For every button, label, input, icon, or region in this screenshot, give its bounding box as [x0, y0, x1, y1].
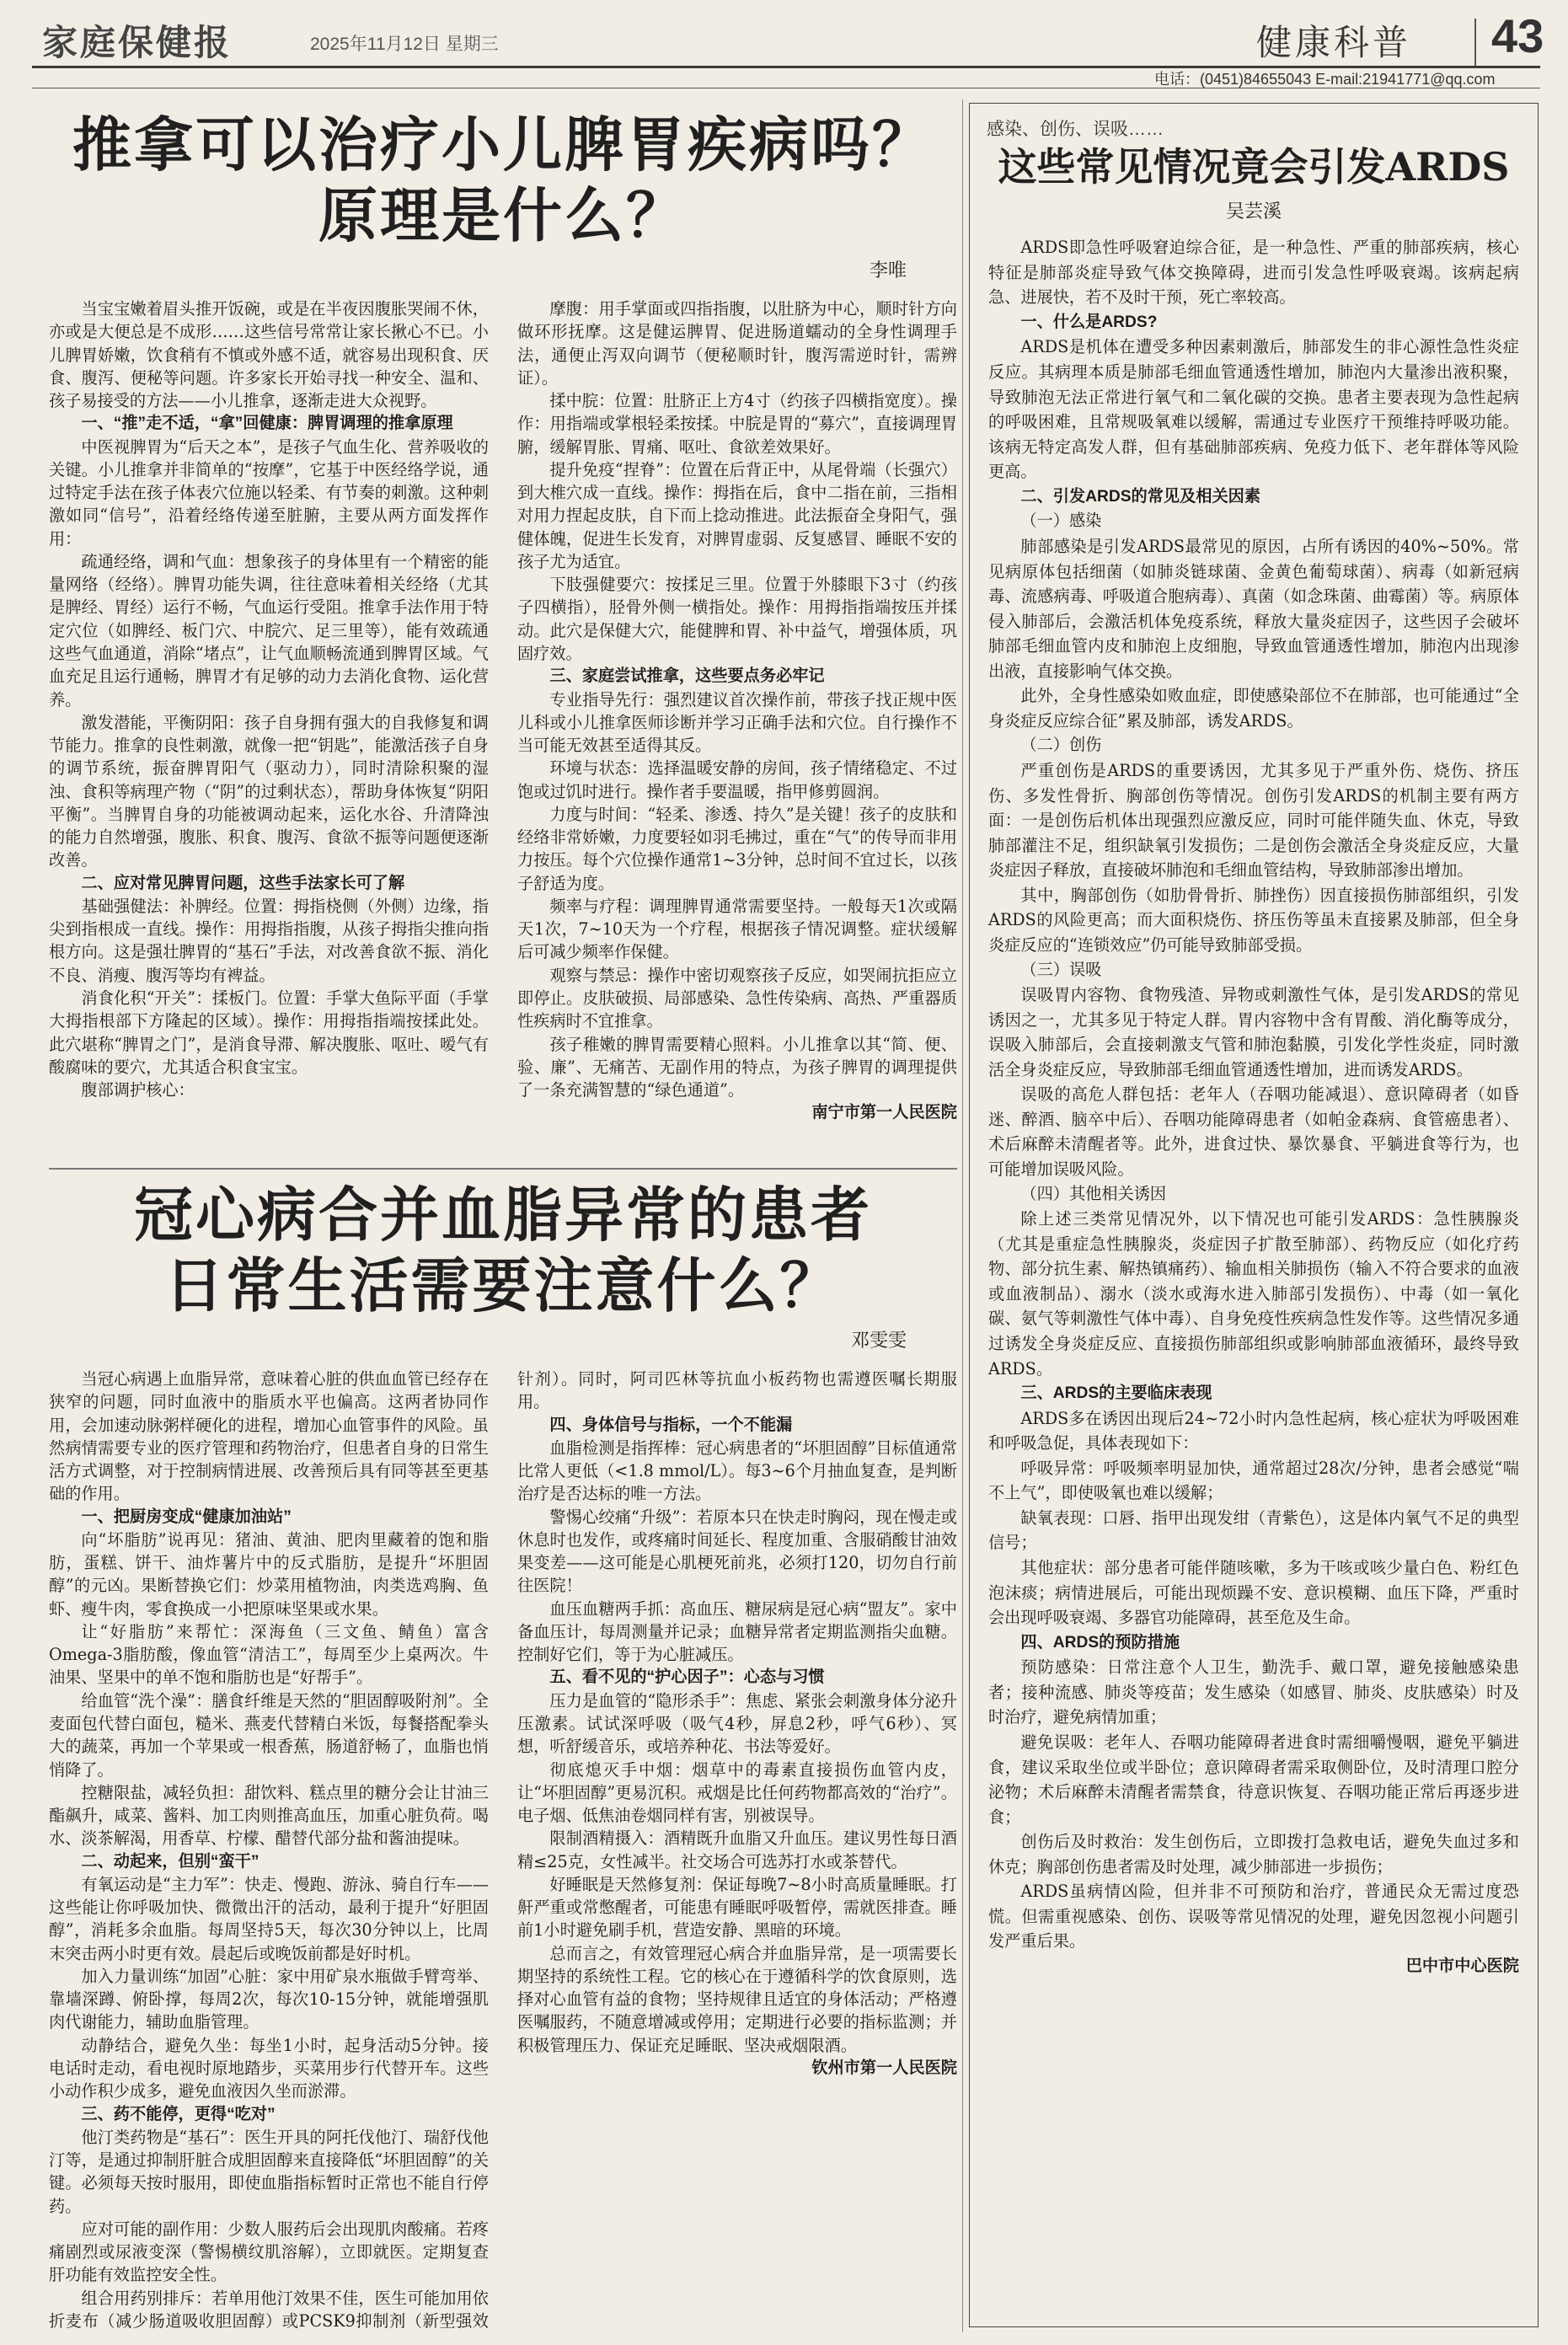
paragraph: 肺部感染是引发ARDS最常见的原因，占所有诱因的40%~50%。常见病原体包括细菌（如肺炎链球菌、金黄色葡萄球菌）、病毒（如新冠病毒、流感病毒、呼吸道合胞病毒）、真菌（如念珠菌、曲霉菌）等。病原体侵入肺部后，会激活机体免疫系统，释放大量炎症因子，这些因子会破坏肺部毛细血管内皮和肺泡上皮细胞，导致血管通透性增加，肺泡内出现渗出液，直接影响气体交换。	[988, 536, 1519, 681]
section-heading: （四）其他相关诱因	[1020, 1185, 1167, 1203]
paragraph: 好睡眠是天然修复剂：保证每晚7~8小时高质量睡眠。打鼾严重或常憋醒者，可能患有睡眠呼吸暂停，需就医排查。睡前1小时避免刷手机，营造安静、黑暗的环境。	[517, 1874, 957, 1941]
paragraph: 给血管“洗个澡”：膳食纤维是天然的“胆固醇吸附剂”。全麦面包代替白面包，糙米、燕麦代替精白米饭，每餐搭配拳头大的蔬菜，再加一个苹果或一根香蕉，肠道舒畅了，血脂也悄悄降了。	[49, 1690, 489, 1780]
title-line: 原理是什么？	[318, 180, 688, 250]
column-separator	[962, 99, 963, 2332]
section-heading: （二）创伤	[1020, 736, 1102, 755]
paragraph: 消食化积“开关”：揉板门。位置：手掌大鱼际平面（手掌大拇指根部下方隆起的区域）。操作：用拇指指端按揉此处。此穴堪称“脾胃之门”，是消食导滞、解决腹胀、呕吐、嗳气有酸腐味的要穴，尤其适合积食宝宝。	[49, 988, 489, 1077]
section-heading: （一）感染	[1020, 512, 1102, 531]
paragraph: 他汀类药物是“基石”：医生开具的阿托伐他汀、瑞舒伐他汀等，是通过抑制肝脏合成胆固醇来直接降低“坏胆固醇”的关键。必须每天按时服用，即使血脂指标暂时正常也不能自行停药。	[49, 2127, 489, 2216]
masthead	[32, 9, 1544, 66]
paragraph: 当宝宝嫩着眉头推开饭碗，或是在半夜因腹胀哭闹不休，亦或是大便总是不成形……这些信号常常让家长揪心不已。小儿脾胃娇嫩，饮食稍有不慎或外感不适，就容易出现积食、厌食、腹泻、便秘等问题。许多家长开始寻找一种安全、温和、孩子易接受的方法——小儿推拿，逐渐走进大众视野。	[49, 299, 489, 411]
paragraph: 彻底熄灭手中烟：烟草中的毒素直接损伤血管内皮，让“坏胆固醇”更易沉积。戒烟是比任何药物都高效的“治疗”。电子烟、低焦油卷烟同样有害，别被误导。	[517, 1759, 957, 1826]
section-heading: 一、什么是ARDS?	[1020, 313, 1158, 331]
section-heading: 四、ARDS的预防措施	[1020, 1633, 1180, 1652]
issue-date: 2025年11月12日 星期三	[310, 35, 499, 54]
paragraph: 呼吸异常：呼吸频率明显加快，通常超过28次/分钟，患者会感觉“喘不上气”，即使吸氧也难以缓解；	[988, 1458, 1519, 1503]
section-heading: 三、ARDS的主要临床表现	[1020, 1384, 1212, 1403]
article-title	[49, 110, 957, 251]
paragraph: 观察与禁忌：操作中密切观察孩子反应，如哭闹抗拒应立即停止。皮肤破损、局部感染、急性传染病、高热、严重器质性疾病时不宜推拿。	[517, 965, 957, 1031]
paragraph: 创伤后及时救治：发生创伤后，立即拨打急救电话，避免失血过多和休克；胸部创伤患者需及时处理，减少肺部进一步损伤；	[988, 1832, 1519, 1877]
paragraph: 频率与疗程：调理脾胃通常需要坚持。一般每天1次或隔天1次，7~10天为一个疗程，根据孩子情况调整。症状缓解后可减少频率作保健。	[517, 896, 957, 962]
paragraph: 专业指导先行：强烈建议首次操作前，带孩子找正规中医儿科或小儿推拿医师诊断并学习正确手法和穴位。自行操作不当可能无效甚至适得其反。	[517, 689, 957, 756]
section-heading: 四、身体信号与指标，一个不能漏	[549, 1416, 793, 1434]
paragraph: 血脂检测是指挥棒：冠心病患者的“坏胆固醇”目标值通常比常人更低（<1.8 mmol/L）。每3~6个月抽血复查，是判断治疗是否达标的唯一方法。	[517, 1438, 957, 1504]
section-heading: 二、动起来，但别“蛮干”	[81, 1852, 260, 1871]
section-heading: 二、应对常见脾胃问题，这些手法家长可了解	[81, 874, 405, 892]
paragraph: 基础强健法：补脾经。位置：拇指桡侧（外侧）边缘，指尖到指根成一直线。操作：用拇指指腹，从孩子拇指尖推向指根方向。这是强壮脾胃的“基石”手法，对改善食欲不振、消化不良、消瘦、腹泻等均有裨益。	[49, 896, 489, 985]
paragraph: 血压血糖两手抓：高血压、糖尿病是冠心病“盟友”。家中备血压计，每周测量并记录；血糖异常者定期监测指尖血糖。控制好它们，等于为心脏减压。	[517, 1598, 957, 1665]
masthead-divider	[1474, 19, 1476, 67]
paragraph: 控糖限盐，减轻负担：甜饮料、糕点里的糖分会让甘油三酯飙升，咸菜、酱料、加工肉则推高血压，加重心脏负荷。喝水、淡茶解渴，用香草、柠檬、醋替代部分盐和酱油提味。	[49, 1782, 489, 1849]
title-line: 冠心病合并血脂异常的患者	[134, 1180, 872, 1250]
section-name: 健康科普	[1256, 22, 1412, 63]
source-hospital: 钦州市第一人民医院	[811, 2059, 957, 2077]
paragraph: 误吸的高危人群包括：老年人（吞咽功能减退）、意识障碍者（如昏迷、醉酒、脑卒中后）、吞咽功能障碍患者（如帕金森病、食管癌患者）、术后麻醉未清醒者等。此外，进食过快、暴饮暴食、平躺进食等行为，也可能增加误吸风险。	[988, 1084, 1519, 1179]
paragraph: 疏通经络，调和气血：想象孩子的身体里有一个精密的能量网络（经络）。脾胃功能失调，往往意味着相关经络（尤其是脾经、胃经）运行不畅，气血运行受阻。推拿手法作用于特定穴位（如脾经、板门穴、中脘穴、足三里等），能有效疏通这些气血通道，消除“堵点”，让气血顺畅流通到脾胃区域。气血充足且运行通畅，脾胃才有足够的动力去消化食物、运化营养。	[49, 551, 489, 709]
article-body	[970, 235, 1538, 1978]
article-ards	[969, 103, 1539, 2327]
article-author: 邓雯雯	[850, 1330, 907, 1351]
section-heading: 一、把厨房变成“健康加油站”	[81, 1507, 292, 1526]
title-line: 推拿可以治疗小儿脾胃疾病吗？	[72, 110, 934, 179]
source-hospital: 南宁市第一人民医院	[811, 1104, 957, 1122]
paragraph: 摩腹：用手掌面或四指指腹，以肚脐为中心，顺时针方向做环形抚摩。这是健运脾胃、促进肠道蠕动的全身性调理手法，通便止泻双向调节（便秘顺时针，腹泻需逆时针，需辨证）。	[517, 299, 957, 388]
section-heading: 三、家庭尝试推拿，这些要点务必牢记	[549, 667, 825, 686]
paragraph: 限制酒精摄入：酒精既升血脂又升血压。建议男性每日酒精≤25克，女性减半。社交场合可选苏打水或茶替代。	[517, 1828, 957, 1871]
article-author: 吴芸溪	[1225, 201, 1282, 222]
article-massage	[49, 110, 957, 1159]
paragraph: 有氧运动是“主力军”：快走、慢跑、游泳、骑自行车——这些能让你呼吸加快、微微出汗的活动，最利于提升“好胆固醇”，消耗多余血脂。每周坚持5天，每次30分钟以上，比周末突击两小时更有效。晨起后或晚饭前都是好时机。	[49, 1874, 489, 1963]
article-title	[49, 1180, 957, 1321]
source-hospital: 巴中市中心医院	[1405, 1957, 1519, 1975]
paragraph: ARDS即急性呼吸窘迫综合征，是一种急性、严重的肺部疾病，核心特征是肺部炎症导致气体交换障碍，进而引发急性呼吸衰竭。该病起病急、进展快，若不及时干预，死亡率较高。	[988, 238, 1519, 308]
article-heart-disease	[49, 1180, 957, 2331]
paragraph: 向“坏脂肪”说再见：猪油、黄油、肥肉里藏着的饱和脂肪，蛋糕、饼干、油炸薯片中的反式脂肪，是提升“坏胆固醇”的元凶。果断替换它们：炒菜用植物油，肉类选鸡胸、鱼虾、瘦牛肉，零食换成一小把原味坚果或水果。	[49, 1529, 489, 1619]
paragraph: 激发潜能，平衡阴阳：孩子自身拥有强大的自我修复和调节能力。推拿的良性刺激，就像一把“钥匙”，能激活孩子自身的调节系统，振奋脾胃阳气（驱动力），同时清除积聚的湿浊、食积等病理产物（“阴”的过剩状态），帮助身体恢复“阴阳平衡”。当脾胃自身的功能被调动起来，运化水谷、升清降浊的能力自然增强，腹胀、积食、腹泻、食欲不振等问题便逐渐改善。	[49, 712, 489, 870]
paragraph: 预防感染：日常注意个人卫生，勤洗手、戴口罩，避免接触感染患者；接种流感、肺炎等疫苗；发生感染（如感冒、肺炎、皮肤感染）时及时治疗，避免病情加重；	[988, 1657, 1519, 1727]
article-title: 这些常见情况竟会引发ARDS	[998, 144, 1510, 190]
paragraph: 孩子稚嫩的脾胃需要精心照料。小儿推拿以其“简、便、验、廉”、无痛苦、无副作用的特点，为孩子脾胃的调理提供了一条充满智慧的“绿色通道”。	[517, 1034, 957, 1100]
title-line: 日常生活需要注意什么？	[164, 1250, 842, 1320]
section-heading: 一、“推”走不适，“拿”回健康：脾胃调理的推拿原理	[81, 415, 453, 433]
article-body	[49, 297, 957, 1140]
paragraph: 其他症状：部分患者可能伴随咳嗽，多为干咳或咳少量白色、粉红色泡沫痰；病情进展后，可能出现烦躁不安、意识模糊、血压下降，严重时会出现呼吸衰竭、多器官功能障碍，甚至危及生命。	[988, 1558, 1519, 1628]
paragraph: ARDS是机体在遭受多种因素刺激后，肺部发生的非心源性急性炎症反应。其病理本质是肺部毛细血管通透性增加，肺泡内大量渗出液积聚，导致肺泡无法正常进行氧气和二氧化碳的交换。患者主要表现为急性起病的呼吸困难，且常规吸氧难以缓解，需通过专业医疗干预维持呼吸功能。该病无特定高发人群，但有基础肺部疾病、免疫力低下、老年群体等风险更高。	[988, 337, 1519, 482]
paragraph: 中医视脾胃为“后天之本”，是孩子气血生化、营养吸收的关键。小儿推拿并非简单的“按摩”，它基于中医经络学说，通过特定手法在孩子体表穴位施以轻柔、有节奏的刺激。这种刺激如同“信号”，沿着经络传递至脏腑，主要从两方面发挥作用：	[49, 436, 489, 549]
paragraph: ARDS虽病情凶险，但并非不可预防和治疗，普通民众无需过度恐慌。但需重视感染、创伤、误吸等常见情况的处理，避免因忽视小问题引发严重后果。	[988, 1882, 1519, 1951]
paragraph: 误吸胃内容物、食物残渣、异物或刺激性气体，是引发ARDS的常见诱因之一，尤其多见于特定人群。胃内容物中含有胃酸、消化酶等成分，误吸入肺部后，会直接刺激支气管和肺泡黏膜，引发化学性炎症，同时激活全身炎症反应，导致肺部毛细血管通透性增加，进而诱发ARDS。	[988, 985, 1519, 1079]
paragraph: 揉中脘：位置：肚脐正上方4寸（约孩子四横指宽度）。操作：用指端或掌根轻柔按揉。中脘是胃的“募穴”，直接调理胃腑，缓解胃胀、胃痛、呕吐、食欲差效果好。	[517, 391, 957, 457]
paragraph: 腹部调护核心：	[81, 1080, 195, 1100]
paragraph: 其中，胸部创伤（如肋骨骨折、肺挫伤）因直接损伤肺部组织，引发ARDS的风险更高；而大面积烧伤、挤压伤等虽未直接累及肺部，但全身炎症反应的“连锁效应”仍可能导致肺部受损。	[988, 885, 1519, 955]
paragraph: 除上述三类常见情况外，以下情况也可能引发ARDS：急性胰腺炎（尤其是重症急性胰腺炎，炎症因子扩散至肺部）、药物反应（如化疗药物、部分抗生素、解热镇痛药）、输血相关肺损伤（输入不符合要求的血液或血液制品）、溺水（淡水或海水进入肺部引发损伤）、中毒（如一氧化碳、氨气等刺激性气体中毒）、自身免疫性疾病急性发作等。这些情况多通过诱发全身炎症反应、直接损伤肺部组织或影响肺部血液循环，最终导致ARDS。	[988, 1209, 1519, 1379]
paragraph: 总而言之，有效管理冠心病合并血脂异常，是一项需要长期坚持的系统性工程。它的核心在于遵循科学的饮食原则，选择对心血管有益的食物；坚持规律且适宜的身体活动；严格遵医嘱服药，不随意增减或停用；定期进行必要的指标监测；并积极管理压力、保证充足睡眠、坚决戒烟限酒。	[517, 1943, 957, 2055]
paragraph: 警惕心绞痛“升级”：若原本只在快走时胸闷，现在慢走或休息时也发作，或疼痛时间延长、程度加重、含服硝酸甘油效果变差——这可能是心肌梗死前兆，必须打120，切勿自行前往医院！	[517, 1507, 957, 1596]
paragraph: 环境与状态：选择温暖安静的房间，孩子情绪稳定、不过饱或过饥时进行。操作者手要温暖，指甲修剪圆润。	[517, 758, 957, 801]
paper-name: 家庭保健报	[42, 22, 233, 63]
paragraph: 此外，全身性感染如败血症，即使感染部位不在肺部，也可能通过“全身炎症反应综合征”累及肺部，诱发ARDS。	[988, 686, 1519, 731]
page-number: 43	[1491, 9, 1544, 62]
paragraph: 避免误吸：老年人、吞咽功能障碍者进食时需细嚼慢咽，避免平躺进食，建议采取坐位或半卧位；意识障碍者需采取侧卧位，及时清理口腔分泌物；术后麻醉未清醒者需禁食，待意识恢复、吞咽功能正常后再逐步进食；	[988, 1732, 1519, 1827]
paragraph: 让“好脂肪”来帮忙：深海鱼（三文鱼、鲭鱼）富含Omega-3脂肪酸，像血管“清洁工”，每周至少上桌两次。牛油果、坚果中的单不饱和脂肪也是“好帮手”。	[49, 1621, 489, 1688]
section-heading: 二、引发ARDS的常见及相关因素	[1020, 487, 1261, 506]
paragraph: 严重创伤是ARDS的重要诱因，尤其多见于严重外伤、烧伤、挤压伤、多发性骨折、胸部创伤等情况。创伤引发ARDS的机制主要有两方面：一是创伤后机体出现强烈应激反应，同时可能伴随失血、休克，导致肺部灌注不足，组织缺氧引发损伤；二是创伤会激活全身炎症反应，大量炎症因子释放，直接破坏肺泡和毛细血管结构，导致肺部渗出增加。	[988, 761, 1519, 881]
paragraph: 压力是血管的“隐形杀手”：焦虑、紧张会刺激身体分泌升压激素。试试深呼吸（吸气4秒，屏息2秒，呼气6秒）、冥想，听舒缓音乐，或培养种花、书法等爱好。	[517, 1690, 957, 1757]
paragraph: 当冠心病遇上血脂异常，意味着心脏的供血血管已经存在狭窄的问题，同时血液中的脂质水平也偏高。这两者协同作用，会加速动脉粥样硬化的进程，增加心血管事件的风险。虽然病情需要专业的医疗管理和药物治疗，但患者自身的日常生活方式调整，对于控制病情进展、改善预后具有同等甚至更基础的作用。	[49, 1369, 489, 1504]
paragraph: 加入力量训练“加固”心脏：家中用矿泉水瓶做手臂弯举、靠墙深蹲、俯卧撑，每周2次，每次10-15分钟，就能增强肌肉代谢能力，辅助血脂管理。	[49, 1966, 489, 2032]
paragraph: 动静结合，避免久坐：每坐1小时，起身活动5分钟。接电话时走动，看电视时原地踏步，买菜用步行代替开车。这些小动作积少成多，避免血液因久坐而淤滞。	[49, 2035, 489, 2101]
article-separator	[49, 1168, 957, 1170]
section-heading: （三）误吸	[1020, 961, 1102, 979]
article-kicker: 感染、创伤、误吸……	[987, 120, 1164, 139]
paragraph: 力度与时间：“轻柔、渗透、持久”是关键！孩子的皮肤和经络非常娇嫩，力度要轻如羽毛拂过，重在“气”的传导而非用力按压。每个穴位操作通常1~3分钟，总时间不宜过长，以孩子舒适为度。	[517, 804, 957, 893]
paragraph: 下肢强健要穴：按揉足三里。位置于外膝眼下3寸（约孩子四横指），胫骨外侧一横指处。操作：用拇指指端按压并揉动。此穴是保健大穴，能健脾和胃、补中益气，增强体质，巩固疗效。	[517, 575, 957, 663]
paragraph: 缺氧表现：口唇、指甲出现发绀（青紫色），这是体内氧气不足的典型信号；	[988, 1507, 1519, 1553]
paragraph: 提升免疫“捏脊”：位置在后背正中，从尾骨端（长强穴）到大椎穴成一直线。操作：拇指在后，食中二指在前，三指相对用力捏起皮肤，自下而上捻动推进。此法振奋全身阳气，强健体魄，促进生长发育，对脾胃虚弱、反复感冒、睡眠不安的孩子尤为适宜。	[517, 459, 957, 571]
paragraph: 应对可能的副作用：少数人服药后会出现肌肉酸痛。若疼痛剧烈或尿液变深（警惕横纹肌溶解），立即就医。定期复查肝功能有效监控安全性。	[49, 2219, 489, 2285]
section-heading: 三、药不能停，更得“吃对”	[81, 2105, 276, 2123]
paragraph: 组合用药别排斥：若单用他汀效果不佳，医生可能加用依折麦布（减少肠道吸收胆固醇）或PCSK9抑制剂（新型强效针剂）。同时，阿司匹林等抗血小板药物也需遵医嘱长期服用。	[49, 1369, 957, 2331]
article-body	[49, 1368, 957, 2345]
section-heading: 五、看不见的“护心因子”：心态与习惯	[549, 1668, 825, 1687]
paragraph: ARDS多在诱因出现后24~72小时内急性起病，核心症状为呼吸困难和呼吸急促，具体表现如下：	[988, 1408, 1519, 1454]
contact-line: 电话：(0451)84655043 E-mail:21941771@qq.com	[1154, 71, 1496, 88]
article-author: 李唯	[869, 260, 907, 281]
